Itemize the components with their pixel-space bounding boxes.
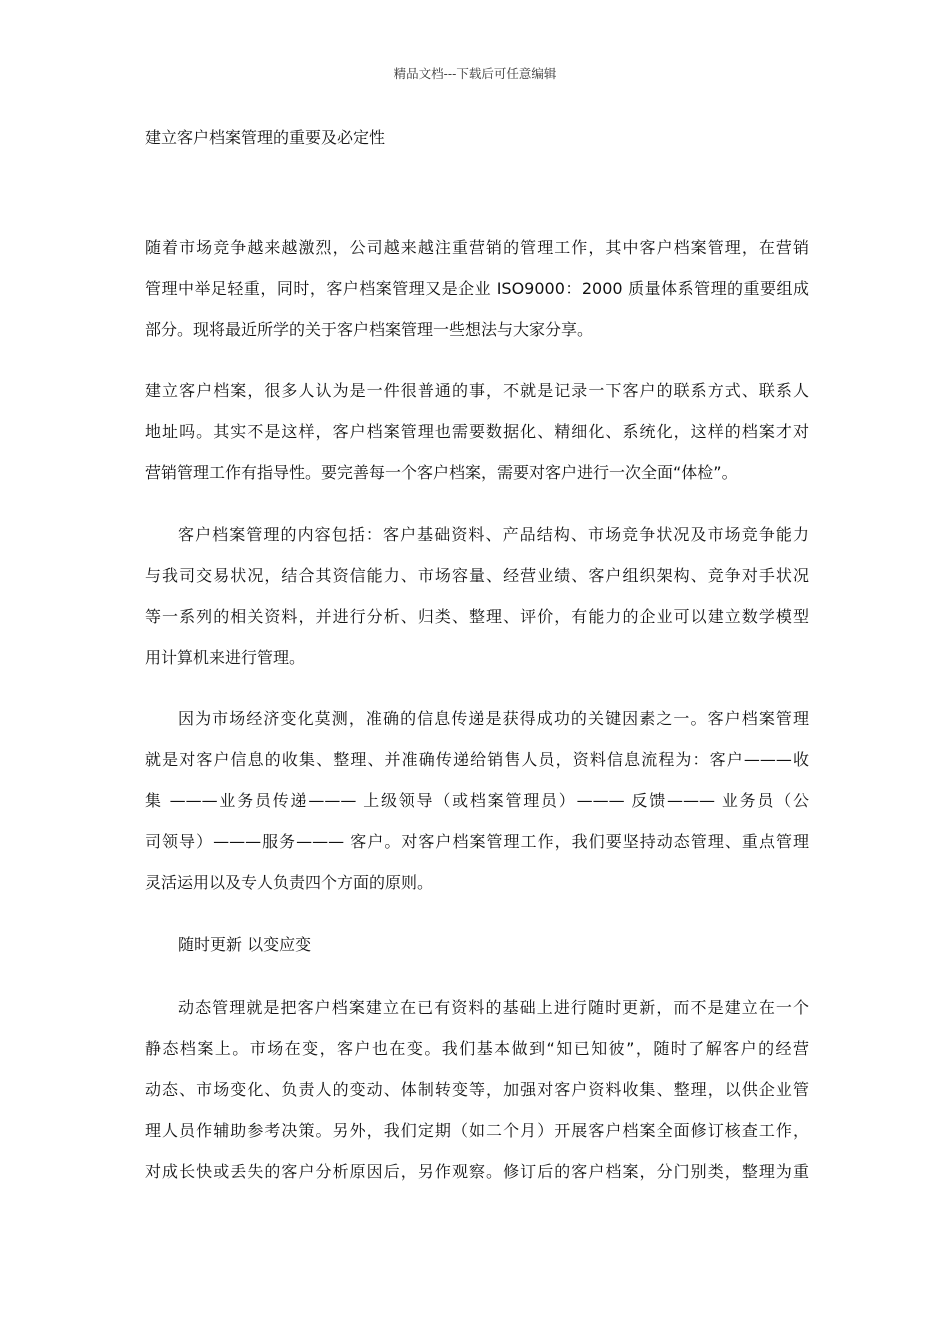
document-title: 建立客户档案管理的重要及必定性 — [145, 128, 386, 147]
section-heading-text: 随时更新 以变应变 — [178, 935, 312, 954]
paragraph-dynamic-management — [145, 987, 809, 1192]
paragraph-line: 司领导）———服务——— 客户。对客户档案管理工作，我们要坚持动态管理、重点管理 — [145, 832, 809, 851]
paragraph-line: 与我司交易状况，结合其资信能力、市场容量、经营业绩、客户组织架构、竞争对手状况 — [145, 566, 809, 585]
paragraph-line: 等一系列的相关资料，并进行分析、归类、整理、评价，有能力的企业可以建立数学模型 — [145, 607, 809, 626]
paragraph-line: 灵活运用以及专人负责四个方面的原则。 — [145, 873, 434, 892]
paragraph-line: 对成长快或丢失的客户分析原因后，另作观察。修订后的客户档案，分门别类，整理为重 — [145, 1162, 809, 1181]
paragraph-line: 就是对客户信息的收集、整理、并准确传递给销售人员，资料信息流程为：客户———收 — [145, 750, 809, 769]
paragraph-line: 随着市场竞争越来越激烈，公司越来越注重营销的管理工作，其中客户档案管理，在营销 — [145, 238, 809, 257]
paragraph-information-flow — [145, 698, 809, 903]
paragraph-line: 地址吗。其实不是这样，客户档案管理也需要数据化、精细化、系统化，这样的档案才对 — [145, 422, 809, 441]
page-header: 精品文档---下载后可任意编辑 — [393, 66, 557, 81]
paragraph-line: 静态档案上。市场在变，客户也在变。我们基本做到“知已知彼”，随时了解客户的经营 — [145, 1039, 809, 1058]
paragraph-line: 管理中举足轻重，同时，客户档案管理又是企业 ISO9000：2000 质量体系管理的重要组成 — [145, 279, 809, 298]
section-heading — [145, 924, 809, 965]
paragraph-line: 营销管理工作有指导性。要完善每一个客户档案，需要对客户进行一次全面“体检”。 — [145, 463, 738, 482]
paragraph-line: 动态、市场变化、负责人的变动、体制转变等，加强对客户资料收集、整理，以供企业管 — [145, 1080, 809, 1099]
paragraph-line: 用计算机来进行管理。 — [145, 648, 306, 667]
paragraph-line: 理人员作辅助参考决策。另外，我们定期（如二个月）开展客户档案全面修订核查工作， — [145, 1121, 809, 1140]
paragraph-line: 客户档案管理的内容包括：客户基础资料、产品结构、市场竞争状况及市场竞争能力 — [178, 525, 809, 544]
paragraph-intro — [145, 227, 809, 350]
paragraph-build-archive — [145, 370, 809, 493]
paragraph-line: 部分。现将最近所学的关于客户档案管理一些想法与大家分享。 — [145, 320, 594, 339]
paragraph-line: 因为市场经济变化莫测，准确的信息传递是获得成功的关键因素之一。客户档案管理 — [178, 709, 809, 728]
paragraph-line: 建立客户档案，很多人认为是一件很普通的事，不就是记录一下客户的联系方式、联系人 — [145, 381, 809, 400]
paragraph-line: 动态管理就是把客户档案建立在已有资料的基础上进行随时更新，而不是建立在一个 — [178, 998, 809, 1017]
paragraph-line: 集 ———业务员传递——— 上级领导（或档案管理员）——— 反馈——— 业务员（公 — [145, 791, 809, 810]
paragraph-archive-content — [145, 514, 809, 678]
